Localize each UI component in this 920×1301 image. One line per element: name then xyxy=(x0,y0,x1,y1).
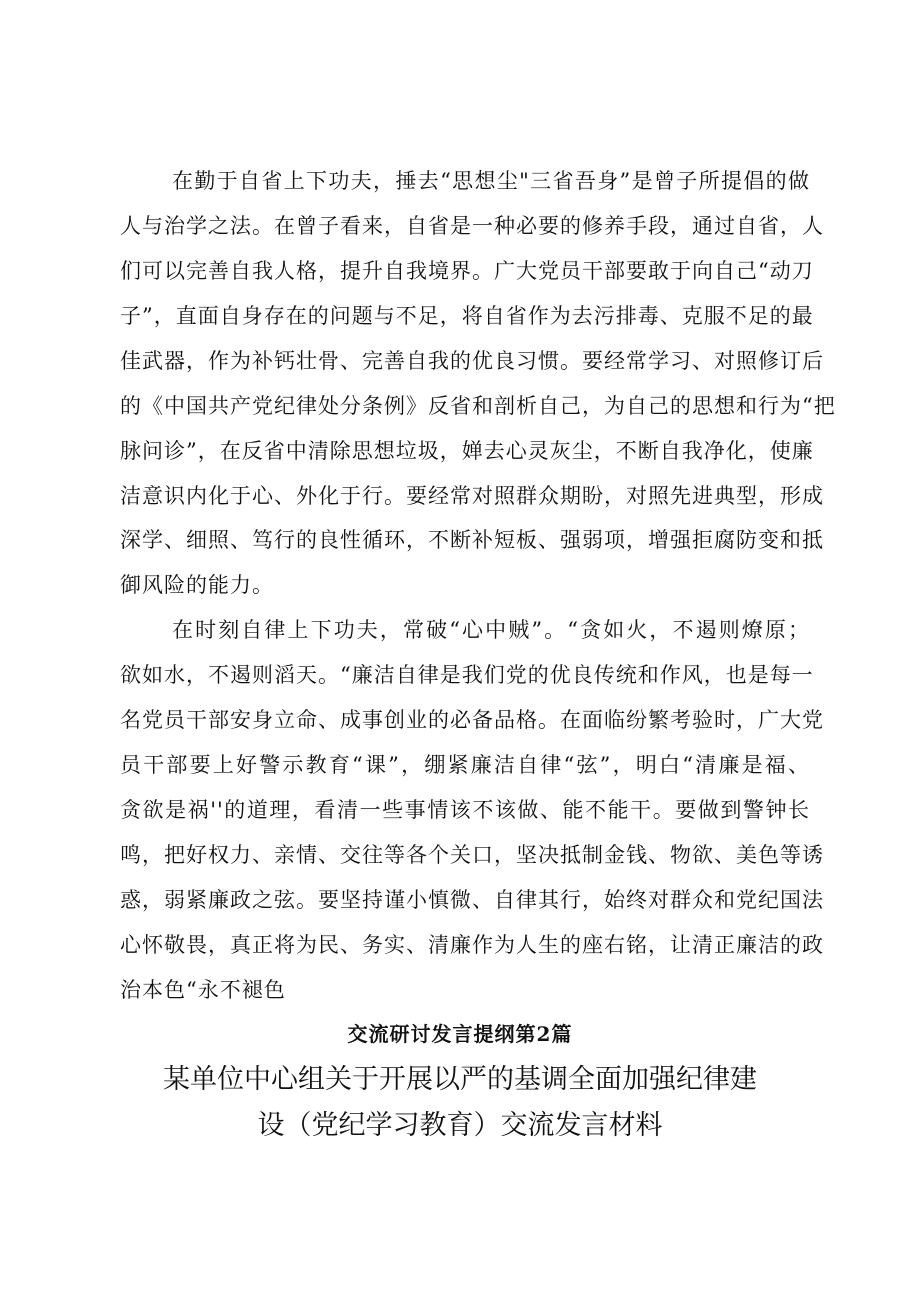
section-subtitle: 交流研讨发言提纲第2篇 xyxy=(347,1022,573,1046)
paragraph-1-line-8: 洁意识内化于心、外化于行。要经常对照群众期盼，对照先进典型，形成 xyxy=(120,484,824,508)
main-heading-line-1: 某单位中心组关于开展以严的基调全面加强纪律建 xyxy=(163,1064,757,1095)
paragraph-1-line-5: 佳武器，作为补钙壮骨、完善自我的优良习惯。要经常学习、对照修订后 xyxy=(120,349,824,373)
paragraph-2-line-4: 员干部要上好警示教育“课”，绷紧廉洁自律“弦”，明白“清廉是福、 xyxy=(120,753,810,777)
paragraph-2-line-8: 心怀敬畏，真正将为民、务实、清廉作为人生的座右铭，让清正廉洁的政 xyxy=(120,933,824,957)
paragraph-2-line-1: 在时刻自律上下功夫，常破“心中贼”。“贪如火，不遏则燎原； xyxy=(172,618,810,642)
paragraph-2-line-2: 欲如水，不遏则滔天。“廉洁自律是我们党的优良传统和作风，也是每一 xyxy=(120,663,814,687)
paragraph-1-line-9: 深学、细照、笃行的良性循环，不断补短板、强弱项，增强拒腐防变和抵 xyxy=(120,528,824,552)
paragraph-2-line-3: 名党员干部安身立命、成事创业的必备品格。在面临纷繁考验时，广大党 xyxy=(120,708,824,732)
main-heading-line-2: 设（党纪学习教育）交流发言材料 xyxy=(257,1110,663,1141)
paragraph-1-line-1: 在勤于自省上下功夫，捶去“思想尘"三省吾身”是曾子所提倡的做 xyxy=(172,169,810,193)
paragraph-1-line-10: 御风险的能力。 xyxy=(120,573,274,597)
paragraph-1-line-7: 脉问诊”，在反省中清除思想垃圾，婵去心灵灰尘，不断自我净化，使廉 xyxy=(120,439,814,463)
paragraph-1-line-2: 人与治学之法。在曾子看来，自省是一种必要的修养手段，通过自省，人 xyxy=(120,214,824,238)
paragraph-2-line-6: 鸣，把好权力、亲情、交往等各个关口，坚决抵制金钱、物欲、美色等诱 xyxy=(120,843,824,867)
paragraph-1-line-6: 的《中国共产党纪律处分条例》反省和剖析自己，为自己的思想和行为“把 xyxy=(120,394,836,418)
paragraph-2-line-5: 贪欲是祸''的道理，看清一些事情该不该做、能不能干。要做到警钟长 xyxy=(120,798,810,822)
paragraph-1-line-3: 们可以完善自我人格，提升自我境界。广大党员干部要敢于向自己“动刀 xyxy=(120,259,814,283)
paragraph-2-line-7: 惑，弱紧廉政之弦。要坚持谨小慎微、自律其行，始终对群众和党纪国法 xyxy=(120,888,824,912)
paragraph-1-line-4: 子”，直面自身存在的问题与不足，将自省作为去污排毒、克服不足的最 xyxy=(120,304,814,328)
paragraph-2-line-9: 治本色“永不褪色 xyxy=(120,978,286,1002)
